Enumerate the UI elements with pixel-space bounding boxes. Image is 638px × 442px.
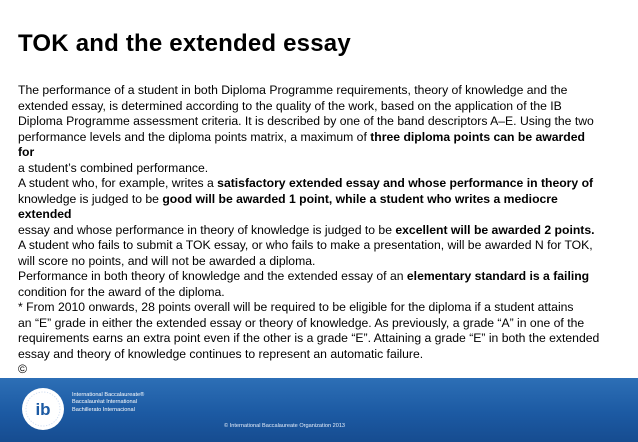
text-line [18,114,624,130]
text-line [18,207,624,223]
text-line [18,316,624,332]
text-span: Performance in both theory of knowledge and the extended essay of an [18,269,407,283]
text-line [18,176,624,192]
bold-text: elementary standard is a failing [406,269,590,283]
text-span: a student’s combined performance. [18,160,209,175]
bold-text: satisfactory extended essay and whose performance in theory of [217,176,594,190]
text-span: condition for the award of the diploma. [18,284,225,299]
text-span: performance levels and the diploma points matrix, a maximum of [18,129,371,144]
text-span: extended essay, is determined according to the quality of the work, based on the application of the IB [18,98,562,113]
bold-text: three diploma points can be awarded [370,129,585,144]
text-span: © [18,362,27,376]
text-line [18,362,624,378]
text-line [18,99,624,115]
text-line [18,285,624,301]
text-line [18,192,624,208]
bold-text: good will be awarded 1 point, while a student who writes a mediocre [162,191,558,206]
text-span: essay and theory of knowledge continues to represent an automatic failure. [18,346,424,361]
ib-org-name: Baccalauréat International [72,399,137,406]
text-span: * From 2010 onwards, 28 points overall will be required to be eligible for the diploma if a student attains [18,300,574,314]
text-line [18,83,624,99]
text-line [18,254,624,270]
body-text [18,83,624,378]
text-span: requirements earns an extra point even if the other is a grade “E”. Attaining a grade “E” in both the extended [18,331,600,345]
ib-org-names [72,392,144,414]
text-span: knowledge is judged to be [18,191,163,206]
text-line [18,161,624,177]
ib-org-name: International Baccalaureate® [72,392,145,398]
text-line [18,223,624,239]
text-line [18,347,624,363]
bold-text: excellent will be awarded 2 points. [395,222,595,237]
ib-logo-text: ib [35,400,51,419]
text-span: A student who, for example, writes a [18,176,218,190]
copyright-notice: © International Baccalaureate Organization 2013 [224,423,346,429]
ib-org-name: Bachillerato Internacional [72,406,135,413]
text-line [18,145,624,161]
text-span: A student who fails to submit a TOK essay, or who fails to make a presentation, will be awarded N for TOK, [18,238,593,252]
bold-text: for [18,145,35,159]
footer-band [0,378,638,442]
text-span: The performance of a student in both Diploma Programme requirements, theory of knowledge and the [18,83,568,97]
ib-logo-icon [20,386,66,432]
text-line [18,331,624,347]
bold-text: extended [18,207,72,221]
text-line [18,238,624,254]
text-line [18,300,624,316]
text-span: an “E” grade in either the extended essay or theory of knowledge. As previously, a grade “A” in one of the [18,315,585,330]
text-span: will score no points, and will not be awarded a diploma. [18,253,316,268]
slide-title: TOK and the extended essay [18,30,351,57]
text-line [18,130,624,146]
text-span: essay and whose performance in theory of knowledge is judged to be [18,222,396,237]
text-line [18,269,624,285]
text-span: Diploma Programme assessment criteria. It is described by one of the band descriptors A–E. Using the two [18,114,594,128]
